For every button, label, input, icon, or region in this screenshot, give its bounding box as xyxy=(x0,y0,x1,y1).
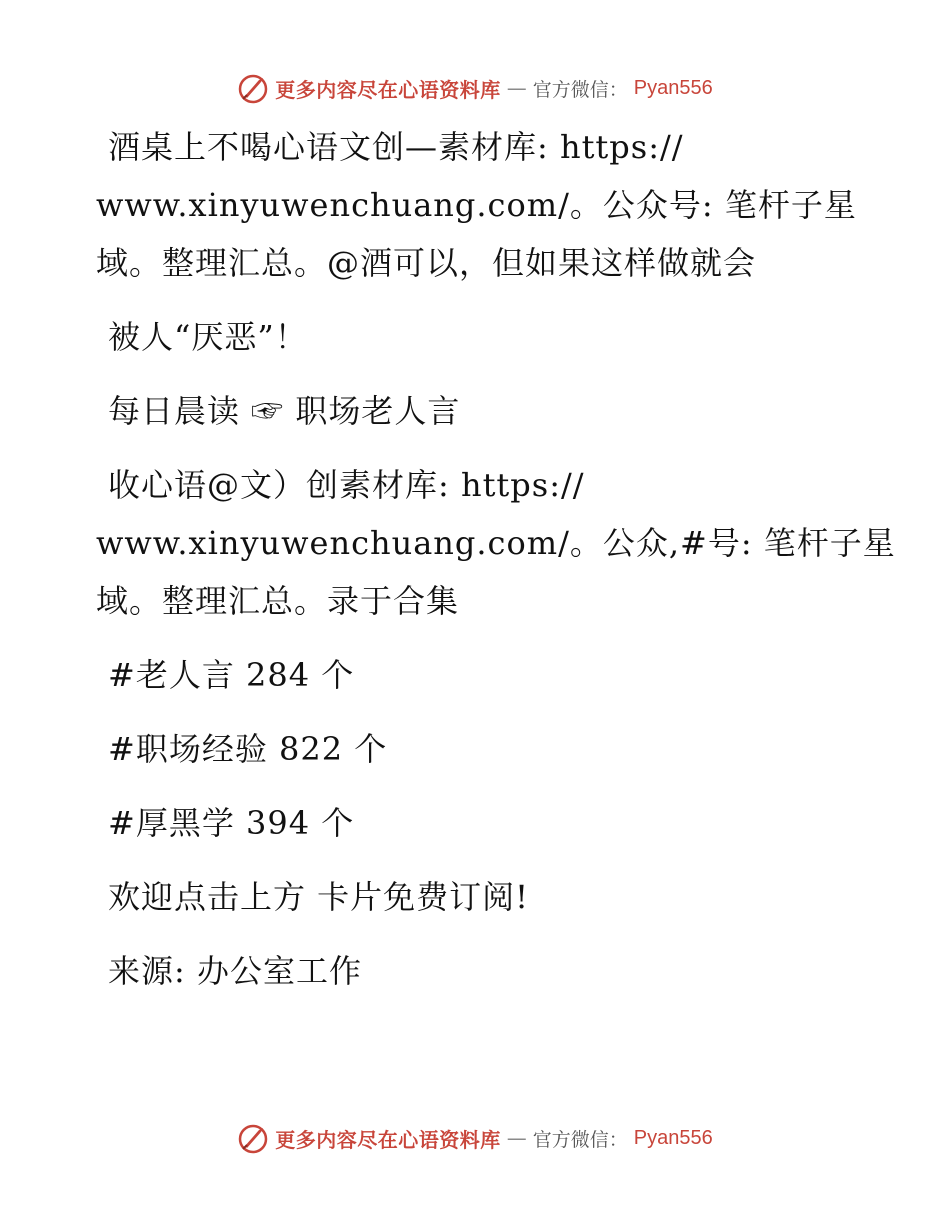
text-line: www.xinyuwenchuang.com/。公众,#号: 笔杆子星 xyxy=(96,524,896,562)
text-line: www.xinyuwenchuang.com/。公众号: 笔杆子星 xyxy=(96,186,857,224)
paragraph-subscribe-cta xyxy=(96,868,866,926)
paragraph-source-info xyxy=(96,456,896,630)
banner-site-text: 更多内容尽在心语资料库 xyxy=(275,1127,501,1152)
text-line: 欢迎点击上方 卡片免费订阅! xyxy=(108,878,530,916)
tag-zhichang-jingyan[interactable] xyxy=(96,720,866,778)
banner-separator: — xyxy=(506,1126,527,1150)
header-banner xyxy=(0,72,950,104)
text-line: 收心语@文）创素材库: https:// xyxy=(108,466,585,504)
paragraph-morning-reading xyxy=(96,382,866,440)
text-line: 域。整理汇总。@酒可以，但如果这样做就会 xyxy=(96,244,757,282)
tag-line: #老人言 284 个 xyxy=(108,656,355,694)
text-line: 酒桌上不喝心语文创—素材库: https:// xyxy=(108,128,684,166)
banner-site-text: 更多内容尽在心语资料库 xyxy=(275,77,501,102)
text-line: 被人“厌恶”！ xyxy=(108,318,308,356)
paragraph-source xyxy=(96,942,866,1000)
tag-houheixue[interactable] xyxy=(96,794,866,852)
banner-separator: — xyxy=(506,76,527,100)
quill-pen-logo-icon xyxy=(237,72,269,104)
document-body xyxy=(96,118,896,1016)
banner-wechat-label: 官方微信： xyxy=(532,1128,628,1151)
footer-banner xyxy=(0,1122,950,1154)
tag-laorenyan[interactable] xyxy=(96,646,866,704)
paragraph-title-end xyxy=(96,308,866,366)
text-line: 来源: 办公室工作 xyxy=(108,952,362,990)
text-line: 域。整理汇总。录于合集 xyxy=(96,582,460,620)
banner-wechat-label: 官方微信： xyxy=(532,78,628,101)
banner-wechat-id: Pyan556 xyxy=(633,1126,713,1149)
banner-wechat-id: Pyan556 xyxy=(633,76,713,99)
paragraph-intro xyxy=(96,118,866,292)
quill-pen-logo-icon xyxy=(237,1122,269,1154)
text-line: 每日晨读 ☞ 职场老人言 xyxy=(108,392,461,430)
tag-line: #职场经验 822 个 xyxy=(108,730,388,768)
tag-line: #厚黑学 394 个 xyxy=(108,804,355,842)
